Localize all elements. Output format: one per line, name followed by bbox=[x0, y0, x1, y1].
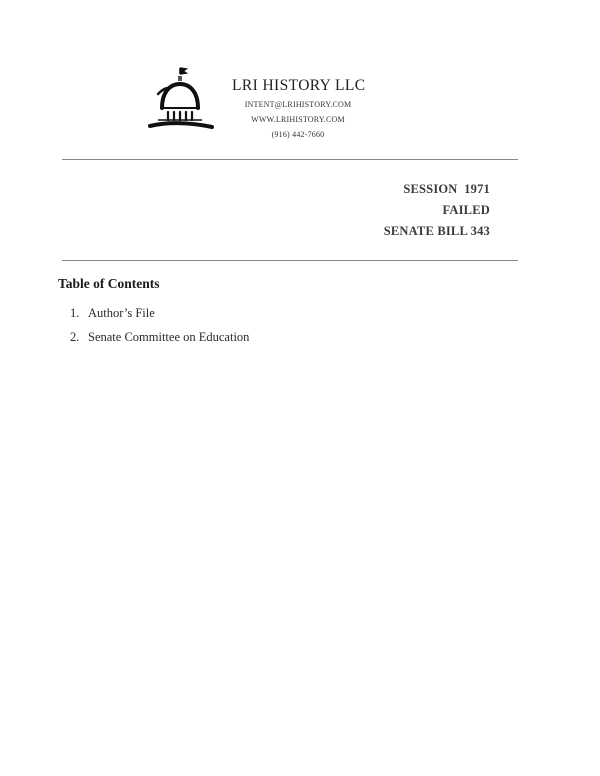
toc-item-number: 1. bbox=[70, 306, 80, 320]
website-link[interactable]: WWW.LRIHISTORY.COM bbox=[251, 115, 345, 124]
toc-item-label[interactable]: Author’s File bbox=[88, 306, 155, 320]
bill-number: SENATE BILL 343 bbox=[383, 224, 490, 238]
company-name: LRI HISTORY LLC bbox=[232, 77, 366, 94]
toc-item-label[interactable]: Senate Committee on Education bbox=[88, 330, 250, 344]
phone-number: (916) 442-7660 bbox=[271, 130, 325, 139]
toc-title: Table of Contents bbox=[58, 276, 160, 291]
bill-status: FAILED bbox=[442, 203, 490, 217]
email-link[interactable]: INTENT@LRIHISTORY.COM bbox=[244, 100, 352, 109]
toc-item[interactable] bbox=[70, 330, 249, 354]
toc-item-number: 2. bbox=[70, 330, 80, 344]
toc-item[interactable] bbox=[70, 306, 249, 330]
header-divider bbox=[62, 159, 518, 160]
toc-list bbox=[70, 306, 249, 354]
section-divider bbox=[62, 260, 518, 261]
session-label: SESSION 1971 bbox=[403, 182, 490, 196]
capitol-dome-icon bbox=[144, 64, 214, 136]
